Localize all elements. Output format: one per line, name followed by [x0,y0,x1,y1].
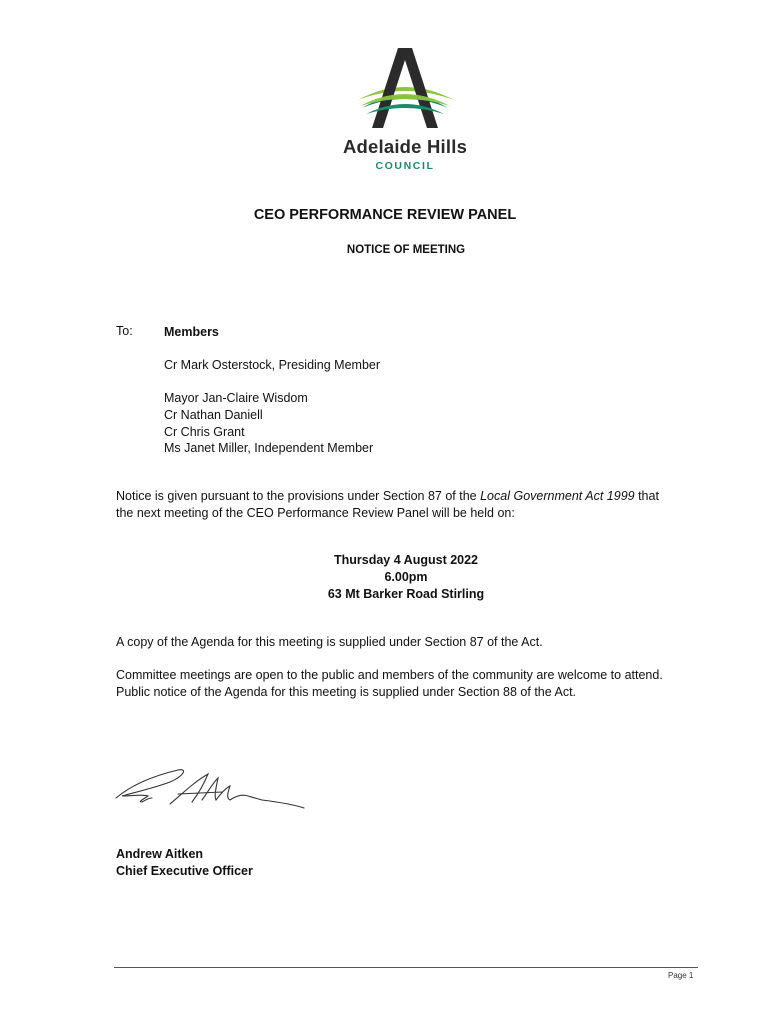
open-meeting-paragraph [116,667,716,701]
recipients-block [164,324,219,341]
members-list [164,390,373,457]
signature-icon [112,762,312,818]
signer-title: Chief Executive Officer [116,863,253,878]
council-logo-icon [330,44,480,136]
list-item: Cr Chris Grant [164,424,245,439]
meeting-location: 63 Mt Barker Road Stirling [327,586,485,601]
council-name: Adelaide Hills [342,136,468,157]
signer-name: Andrew Aitken [116,847,204,861]
council-logo [330,44,480,174]
document-title: CEO PERFORMANCE REVIEW PANEL [253,207,517,223]
notice-text-2: that [634,489,659,503]
agenda-copy-text: A copy of the Agenda for this meeting is supplied under Section 87 of the Act. [116,635,543,649]
notice-paragraph [116,488,716,522]
presiding-member: Cr Mark Osterstock, Presiding Member [164,358,381,372]
notice-text-1: Notice is given pursuant to the provisions under Section 87 of the [116,489,481,503]
footer-divider [114,967,698,968]
meeting-date: Thursday 4 August 2022 [333,553,479,567]
page-number: Page 1 [668,971,694,980]
document-subtitle: NOTICE OF MEETING [346,244,466,256]
council-subtitle: COUNCIL [375,160,435,172]
to-label: To: [116,324,133,338]
act-name: Local Government Act 1999 [480,489,635,503]
open-meeting-line-2: Public notice of the Agenda for this meeting is supplied under Section 88 of the Act. [116,684,577,699]
recipients-group: Members [164,325,219,339]
open-meeting-line-1: Committee meetings are open to the public and members of the community are welcome to attend. [116,668,663,682]
notice-line-1 [116,488,716,505]
meeting-details [0,552,770,602]
agenda-copy-paragraph [116,634,716,651]
presiding-member-block [164,357,380,374]
notice-line-2: the next meeting of the CEO Performance Review Panel will be held on: [116,505,515,520]
list-item: Ms Janet Miller, Independent Member [164,441,374,456]
list-item: Mayor Jan-Claire Wisdom [164,391,308,405]
meeting-time: 6.00pm [384,569,428,584]
signer-block [116,846,253,880]
list-item: Cr Nathan Daniell [164,407,263,422]
